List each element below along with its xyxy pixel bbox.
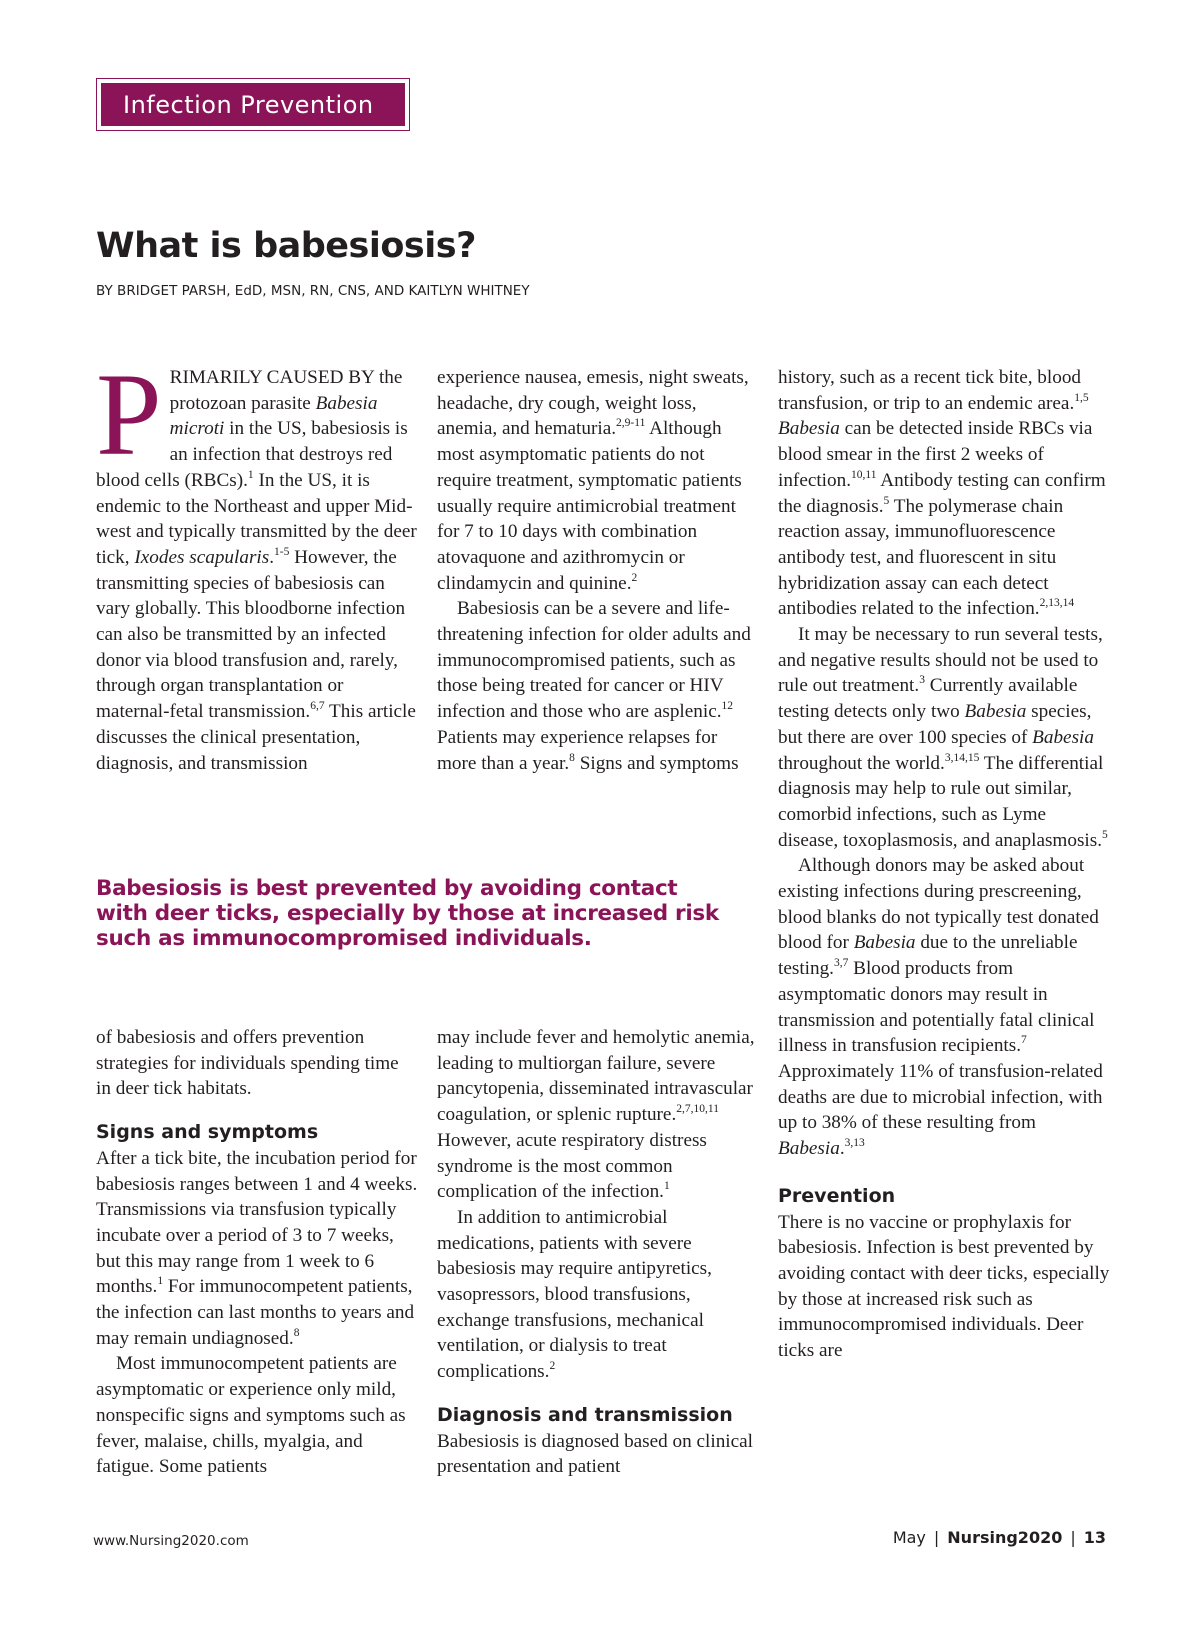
column-3: [778, 365, 1110, 1364]
body-paragraph: Babesiosis can be a severe and life-threatening infection for older adults and immunocompromised patients, such as those being treated for cancer or HIV infection and those who are asplenic.$^{12}$ Patients may experience relapses for more than a year.$^8$ Signs and symptoms: [437, 598, 751, 774]
column-2-bottom: [437, 1025, 755, 1480]
body-paragraph: In addition to antimicrobial medications, patients with severe babesiosis may require antipyretics, vasopressors, blood transfusions, exchange transfusions, mechanical ventilation, or dialysis to treat complications.$^2$: [437, 1206, 712, 1383]
body-paragraph: experience nausea, emesis, night sweats, headache, dry cough, weight loss, anemia, and hematuria.$^{2,9-11}$ Although most asymptomatic patients do not require treatment, symptomatic patients usually require antimicrobial treatment for 7 to 10 days with combination atovaquone and azithromycin or clindamycin and quinine.$^2$: [437, 367, 749, 594]
heading-prevention: Prevention: [778, 1184, 896, 1207]
footer-separator: |: [933, 1528, 940, 1547]
body-paragraph: Most immunocompetent patients are asymptomatic or experience only mild, nonspecific signs and symptoms such as fever, malaise, chills, myalgia, and fatigue. Some patients: [96, 1353, 406, 1478]
footer-page-number: 13: [1083, 1528, 1106, 1547]
pull-quote: Babesiosis is best prevented by avoiding contact with deer ticks, especially by those at increased risk such as immunocompromised individuals.: [96, 876, 719, 951]
section-tag: [96, 78, 410, 131]
byline: BY BRIDGET PARSH, EdD, MSN, RN, CNS, AND KAITLYN WHITNEY: [96, 283, 530, 299]
body-paragraph: It may be necessary to run several tests, and negative results should not be used to rule out treatment.$^3$ Currently available testing detects only two Babesia species, but there are over 100 species of Babesia throughout the world.$^{3,14,15}$ The differential diagnosis may help to rule out similar, comorbid infections, such as Lyme disease, toxoplasmosis, and anaplasmosis.$^5$: [778, 624, 1108, 851]
body-paragraph: history, such as a recent tick bite, blood transfusion, or trip to an endemic area.$^{1,5}$ Babesia can be detected inside RBCs via blood smear in the first 2 weeks of infection.$^{10,11}$ Antibody testing can confirm the diagnosis.$^5$ The polymerase chain reaction assay, immunofluorescence antibody test, and fluorescent in situ hybridization assay can each detect antibodies related to the infection.$^{2,13,14}$: [778, 367, 1106, 620]
body-paragraph: After a tick bite, the incubation period for babesiosis ranges between 1 and 4 weeks. Transmissions via transfusion typically incubate over a period of 3 to 7 weeks, but this may range from 1 week to 6 months.$^1$ For immunocompetent patients, the infection can last months to years and may remain undiagnosed.$^8$: [96, 1147, 418, 1349]
body-paragraph: of babesiosis and offers prevention strategies for individuals spending time in deer tick habitats.: [96, 1027, 399, 1100]
body-paragraph: Babesiosis is diagnosed based on clinical presentation and patient: [437, 1430, 754, 1478]
drop-cap: P: [96, 349, 162, 480]
column-2-top: [437, 365, 755, 776]
column-1-top: [96, 349, 418, 776]
section-tag-label: Infection Prevention: [101, 83, 405, 126]
body-paragraph: may include fever and hemolytic anemia, leading to multiorgan failure, severe pancytopenia, disseminated intravascular coagulation, or splenic rupture.$^{2,7,10,11}$ However, acute respiratory distress syndrome is the most common complication of the infection.$^1$: [437, 1027, 755, 1203]
body-paragraph: Although donors may be asked about existing infections during prescreening, blood blanks do not typically test donated blood for Babesia due to the unreliable testing.$^{3,7}$ Blood products from asymptomatic donors may result in transmission and potentially fatal clinical illness in transfusion recipients.$^7$ Approximately 11% of transfusion-related deaths are due to microbial infection, with up to 38% of these resulting from Babesia.$^{3,13}$: [778, 855, 1103, 1160]
body-paragraph: There is no vaccine or prophylaxis for babesiosis. Infection is best prevented by avoiding contact with deer ticks, especially by those at increased risk such as immunocompromised individuals. Deer ticks are: [778, 1211, 1110, 1362]
heading-diagnosis-and-transmission: Diagnosis and transmission: [437, 1403, 733, 1426]
footer-magazine: Nursing2020: [947, 1528, 1063, 1547]
heading-signs-and-symptoms: Signs and symptoms: [96, 1121, 319, 1144]
footer-website: www.Nursing2020.com: [93, 1533, 249, 1549]
footer-folio: [893, 1528, 1106, 1547]
column-1-bottom: [96, 1025, 418, 1480]
article-title: What is babesiosis?: [96, 226, 476, 266]
intro-paragraph: PRIMARILY CAUSED BY the protozoan parasite Babesia microti in the US, babesiosis is an infection that destroys red blood cells (RBCs).$^1$ In the US, it is endemic to the Northeast and upper Midwest and typically transmitted by the deer tick, Ixodes scapularis.$^{1-5}$ However, the transmitting species of babesiosis can vary globally. This bloodborne infection can also be transmitted by an infected donor via blood transfusion and, rarely, through organ transplantation or maternal-fetal transmission.$^{6,7}$ This article discusses the clinical presentation, diagnosis, and transmission: [96, 349, 417, 774]
footer-separator: |: [1070, 1528, 1076, 1547]
footer-month: May: [892, 1528, 926, 1547]
